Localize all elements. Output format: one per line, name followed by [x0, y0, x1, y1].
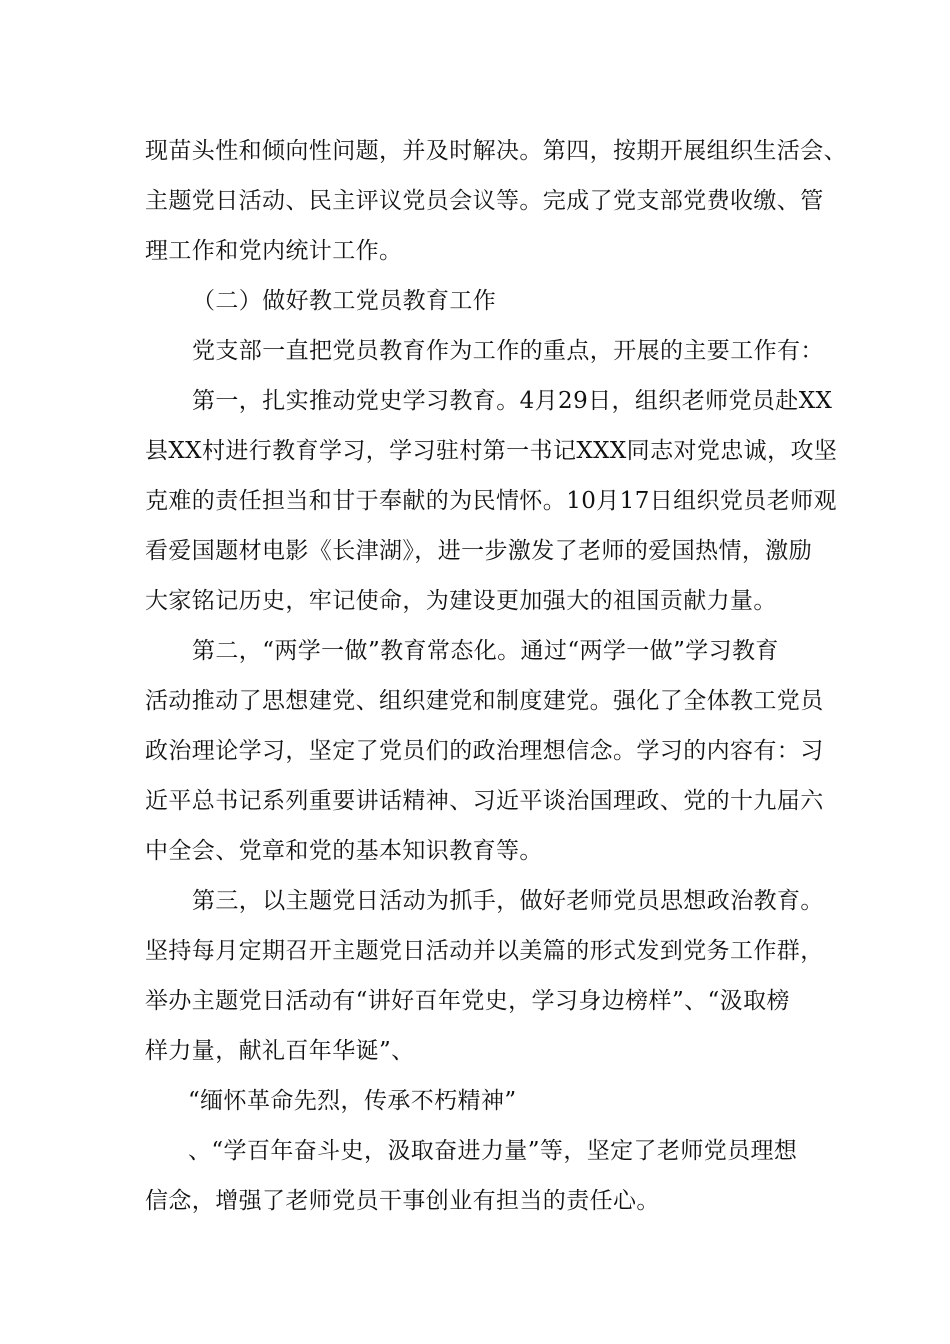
text-line: 政治理论学习，坚定了党员们的政治理想信念。学习的内容有：习	[145, 738, 824, 764]
text-line: “缅怀革命先烈，传承不朽精神”	[188, 1088, 517, 1114]
text-line: 坚持每月定期召开主题党日活动并以美篇的形式发到党务工作群，	[145, 938, 824, 964]
text-line: 现苗头性和倾向性问题，并及时解决。第四，按期开展组织生活会、	[145, 138, 847, 164]
text-line: 中全会、党章和党的基本知识教育等。	[145, 838, 543, 864]
text-line: 党支部一直把党员教育作为工作的重点，开展的主要工作有：	[192, 338, 824, 364]
text-line: 看爱国题材电影《长津湖》，进一步激发了老师的爱国热情，激励	[145, 538, 813, 564]
text-line: 大家铭记历史，牢记使命，为建设更加强大的祖国贡献力量。	[145, 588, 777, 614]
text-line: 举办主题党日活动有“讲好百年党史，学习身边榜样”、“汲取榜	[145, 988, 790, 1014]
text-line: 县XX村进行教育学习，学习驻村第一书记XXX同志对党忠诚，攻坚	[145, 438, 838, 464]
text-line: 第一，扎实推动党史学习教育。4月29日，组织老师党员赴XX	[192, 388, 833, 414]
text-line: 、“学百年奋斗史，汲取奋进力量”等，坚定了老师党员理想	[188, 1138, 798, 1164]
text-line: 第三，以主题党日活动为抓手，做好老师党员思想政治教育。	[192, 888, 824, 914]
section-heading: （二）做好教工党员教育工作	[192, 288, 497, 314]
text-line: 样力量，献礼百年华诞”、	[145, 1038, 415, 1064]
text-line: 近平总书记系列重要讲话精神、习近平谈治国理政、党的十九届六	[145, 788, 824, 814]
text-line: 信念，增强了老师党员干事创业有担当的责任心。	[145, 1188, 660, 1214]
text-line: 主题党日活动、民主评议党员会议等。完成了党支部党费收缴、管	[145, 188, 824, 214]
text-line: 第二，“两学一做”教育常态化。通过“两学一做”学习教育	[192, 638, 779, 664]
text-line: 理工作和党内统计工作。	[145, 238, 403, 264]
text-line: 活动推动了思想建党、组织建党和制度建党。强化了全体教工党员	[145, 688, 824, 714]
text-line: 克难的责任担当和甘于奉献的为民情怀。10月17日组织党员老师观	[145, 488, 837, 514]
